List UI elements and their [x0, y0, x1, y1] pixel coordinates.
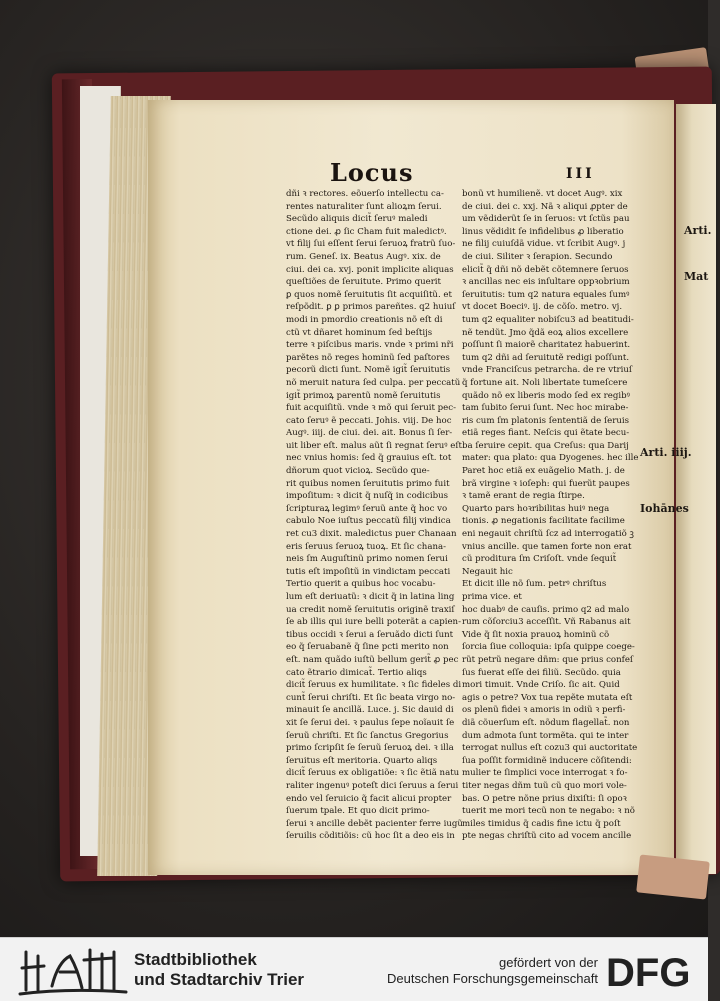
text-column-right [462, 188, 644, 843]
text-line: tuerit me mori tecũ non te negabo: ꝛ nõ [462, 806, 635, 817]
text-line: os plenũ fidei ꝛ amoris in odiũ ꝛ perfi- [462, 705, 626, 716]
text-line: tum q2 equaliter nobiſcu3 ad beatitudi- [462, 314, 634, 325]
text-line: dñorum quot vicioꝝ. Secũdo que- [286, 466, 430, 477]
text-line: cato ẽtrario dimicat̃. Tertio aliqs [286, 667, 427, 678]
text-line: ꝛ ancillas nec eis inſultare oppꝛobrium [462, 277, 630, 288]
text-line: vnius ancille. que tamen forte non erat [462, 541, 632, 552]
folio-number: III [566, 166, 595, 182]
text-line: eo q̃ ſeruabanẽ q̃ ſine pcti merito non [286, 642, 449, 653]
text-line: cunt̃ ſerui chriſti. Et ſic beata virgo no- [286, 692, 456, 703]
text-line: quãdo nõ ex liberis modo ſed ex regibꝰ [462, 390, 630, 401]
text-line: endo vel ſeruicio q̃ facit alicui propter [286, 793, 452, 804]
text-line: linus vẽdidit ſe infidelibus ꝓ liberatio [462, 226, 624, 237]
text-line: igit̃ primoꝝ parentũ nomẽ ſeruitutis [286, 390, 441, 401]
text-line: ua credit nomẽ ſeruitutis originẽ traxiſ [286, 604, 455, 615]
text-line: ſe ab illis qui iure belli poterãt a capien- [286, 617, 461, 628]
stadtbibliothek-logo-icon [18, 942, 128, 997]
text-line: eſt. nam quãdo iuſtũ bellum gerit̃ ꝓ pec [286, 654, 459, 665]
text-line: Negauit hic [462, 566, 513, 577]
text-line: ꝛ tamẽ erant de regia ſtirpe. [462, 491, 585, 502]
footer-bar [0, 937, 708, 1001]
text-line: de ciui. dei c. xxj. Nã ꝛ aliqui ꝓpter de [462, 201, 628, 212]
text-line: minauit ſe ancillã. Luce. j. Sic dauid di [286, 705, 454, 716]
text-line: pte negas chriſtũ cito ad vocem ancille [462, 831, 632, 842]
text-line: um vẽdiderũt ſe in ſeruos: vt ſctũs pau [462, 214, 630, 225]
text-line: ris cum ſm platonis ſententiã de ſeruis [462, 415, 630, 426]
text-line: ſus fuerat eſſe dei filiũ. Secũdo. quia [462, 667, 621, 678]
text-line: Tertio querit a quibus hoc vocabu- [286, 579, 436, 590]
text-line: lum eſt deriuatũ: ꝛ dicit q̃ in latina ling [286, 592, 455, 602]
text-line: rum cõſorciu3 acceſſit. Vñ Rabanus ait [462, 617, 631, 628]
text-line: pecorũ dicti ſunt. Nomẽ igit̃ ſeruitutis [286, 365, 451, 376]
text-line: Paret hoc etiã ex euãgelio Math. j. de [462, 466, 625, 477]
text-line: vnde Franciſcus petrarcha. de re vtriuſ [462, 365, 633, 376]
text-line: diã cõuerſum eſt. nõdum flagellat̃. non [462, 717, 630, 728]
text-line: ba ſeruire cepit. qua Creſus: qua Darij [462, 440, 629, 451]
text-line: ꝑ quos nomẽ ſeruitutis ſit acquiſitũ. et [286, 289, 452, 300]
text-line: ſorcia ſiue colloquia: ipſa quippe coege- [462, 642, 635, 653]
text-line: cũ proditura ſm Criſoſt. vnde ſequit̃ [462, 554, 617, 565]
text-line: queſtiões de ſeruitute. Primo querit [286, 277, 441, 288]
text-line: prima vice. et [462, 592, 522, 602]
text-line: Quarto pars hoꝛribilitas huiꝰ nega [462, 503, 610, 514]
text-line: cato ſeruꝰ ẽ peccati. Johis. viij. De hoc [286, 415, 452, 426]
text-line: vt docet Boeciꝰ. ij. de cõſo. metro. vj. [462, 302, 623, 313]
text-line: Augꝰ. iiij. de ciui. dei. ait. Bonus ſi ſer- [286, 428, 453, 439]
text-line: de ciui. Siliter ꝛ ſerapion. Secundo [462, 251, 613, 262]
text-line: dicit̃ ſeruus ex obligatiõe: ꝛ ſic ẽtiã natu [286, 768, 460, 779]
text-line: rũt petrũ negare dñm: que prius confeſ [462, 654, 634, 665]
margin-note: Arti. [684, 224, 712, 237]
text-line: ſua poſſit formidinẽ inducere cõſitendi: [462, 755, 632, 766]
text-line: ſeruilis cõditiõis: cũ hoc ſit a deo eis in [286, 831, 455, 842]
text-line: ſeruũ chriſti. Et ſic ſanctus Gregorius [286, 730, 449, 741]
text-line: uit liber eſt. malus aũt ſi regnat ſeruꝰ eſt [286, 440, 462, 451]
text-line: dñi ꝛ rectores. eõuerſo intellectu ca- [286, 189, 444, 199]
text-line: xit ſe ſerui dei. ꝛ paulus ſepe noĩauit ſe [286, 717, 455, 728]
text-line: raliter ingenuꝰ poteſt dici ſeruus a ſerui [286, 780, 459, 791]
text-line: brã virgine ꝛ ioſeph: qui fuerũt paupes [462, 478, 630, 489]
text-line: nẽ tendũt. Jmo q̃dã eoꝝ alios excellere [462, 327, 629, 338]
text-line: fuit acquiſitũ. vnde ꝛ mõ qui ſeruit pec- [286, 403, 456, 414]
text-line: Secũdo aliquis dicit̃ ſeruꝰ maledi [286, 214, 428, 225]
text-line: tam ſubito ſerui ſunt. Nec hoc mirabe- [462, 403, 629, 414]
dfg-logo-icon [604, 950, 696, 995]
dfg-logo-text: DFG [606, 951, 691, 995]
text-line: ciui. dei ca. xvj. ponit implicite aliquas [286, 264, 454, 275]
text-line: mori timuit. Vnde Criſo. ſic ait. Quid [462, 680, 620, 691]
text-line: rit quibus nomen ſeruitutis primo fuit [286, 478, 450, 489]
text-line: hoc duabꝰ de cauſis. primo q2 ad malo [462, 604, 630, 615]
text-line: titer negas dñm tuũ cũ quo mori vole- [462, 780, 627, 791]
funding-line2: Deutschen Forschungsgemeinschaft [386, 971, 598, 986]
funding-line1: gefördert von der [498, 955, 598, 970]
text-line: ſcripturaꝝ legimꝰ ſeruũ ante q̃ hoc vo [286, 503, 448, 514]
margin-note: Iohānes [640, 502, 689, 515]
text-line: Vide q̃ ſit noxia prauoꝝ hominũ cõ [462, 629, 610, 640]
text-line: bonũ vt humilienẽ. vt docet Augꝰ. xix [462, 189, 623, 199]
library-name-line2: und Stadtarchiv Trier [134, 970, 305, 989]
text-line: rentes naturaliter ſunt alioꝝm ſerui. [286, 201, 442, 212]
text-line: ctione dei. ꝓ ſic Cham fuit maledictꝰ. [286, 226, 447, 237]
library-name-line1: Stadtbibliothek [134, 950, 257, 969]
text-line: modi in pmordio creationis nõ eſt di [286, 314, 443, 325]
text-line: ctũ vt dñaret hominum ſed beſtijs [286, 327, 433, 338]
text-line: ſeruitutis: tum q2 natura equales ſumꝰ [462, 289, 630, 300]
text-line: tutis eſt impoſitũ in vindictam peccati [286, 566, 451, 577]
text-line: poſſunt ſi maiorẽ charitatez habuerint. [462, 340, 631, 351]
text-line: ne filij cuiuſdã vidue. vt ſcribit Augꝰ. j [462, 239, 626, 250]
text-line: primo ſcripſit ſe ſeruũ ſeruoꝝ dei. ꝛ illa [286, 743, 454, 754]
text-line: nec vnius homis: ſed q̃ grauius eſt. tot [286, 453, 452, 464]
text-line: etiã reges fiant. Neſcis qui ẽtate becu- [462, 428, 630, 439]
text-line: terre ꝛ piſcibus maris. vnde ꝛ primi nr̃i [286, 340, 454, 351]
text-line: reſpõdit. ꝑ ꝑ primos pareñtes. q2 huiuſ [286, 302, 456, 313]
text-line: bas. O petre nõne prius dixiſti: ſi opoꝛ [462, 793, 627, 804]
text-line: ſuerum tpale. Et quo dicit primo- [286, 806, 430, 817]
text-line: tionis. ꝓ negationis facilitate facilime [462, 516, 625, 527]
text-line: elicit̃ q̃ dñi nõ debẽt cõtemnere ſeruos [462, 264, 629, 275]
text-line: agis o petre? Vox tua repẽte mutata eſt [462, 692, 633, 703]
text-line: cabulo Noe iuſtus peccatũ filij vindica [286, 516, 451, 527]
text-column-left [286, 188, 468, 843]
text-line: ſeruitus eſt meritoria. Quarto aliqs [286, 755, 438, 766]
margin-note: Mat [684, 270, 709, 283]
text-line: dum admota ſunt tormẽta. qui te inter [462, 730, 629, 741]
text-line: miles timidus q̃ cadis fine ictu q̃ poſt [462, 818, 621, 829]
text-line: tum q2 dñi ad ſeruitutẽ redigi poſſunt. [462, 352, 630, 363]
text-line: ſerui ꝛ ancille debẽt pacienter ferre iugũ [286, 818, 463, 829]
page-heading: Locus [330, 158, 414, 187]
text-line: neis ſm Auguſtinũ primo nomen ſerui [286, 554, 448, 565]
text-line: nõ meruit natura ſed culpa. per peccatũ [286, 377, 461, 388]
text-line: rum. Geneſ. ix. Beatus Augꝰ. xix. de [286, 251, 441, 262]
text-line: vt filij ſui eſſent ſerui ſeruoꝝ fratrũ ſuo- [286, 239, 456, 250]
text-line: dicit̃ ſeruus ex humilitate. ꝛ ſic fideles di [286, 680, 462, 691]
text-line: eni negauit chriſtũ ſcz ad interrogatiõ ꝫ [462, 529, 634, 540]
text-line: ret cu3 dixit. maledictus puer Chanaan [286, 529, 457, 540]
text-line: mulier te ſimplici voce interrogat ꝛ fo- [462, 768, 628, 779]
text-line: eris ſeruus ſeruoꝝ tuoꝝ. Et ſic chana- [286, 541, 447, 552]
margin-note: Arti. iiij. [640, 446, 692, 459]
text-line: q̃ fortune ait. Noli libertate tumeſcere [462, 377, 628, 388]
text-line: parẽtes nõ reges hominũ ſed paſtores [286, 352, 450, 363]
bookmark-tab-bottom [636, 854, 710, 899]
text-line: Et dicit ille nõ ſum. petrꝰ chriſtus [462, 579, 607, 590]
text-line: impoſitum: ꝛ dicit q̃ nuſq̃ in codicibus [286, 491, 449, 502]
text-line: mater: qua plato: qua Dyogenes. hec ille [462, 453, 639, 464]
facing-page-edge [676, 104, 716, 874]
text-line: tibus occidi ꝛ ſerui a ſeruãdo dicti ſunt [286, 629, 454, 640]
text-line: terrogat nullus eſt cozu3 qui auctoritate [462, 743, 638, 754]
